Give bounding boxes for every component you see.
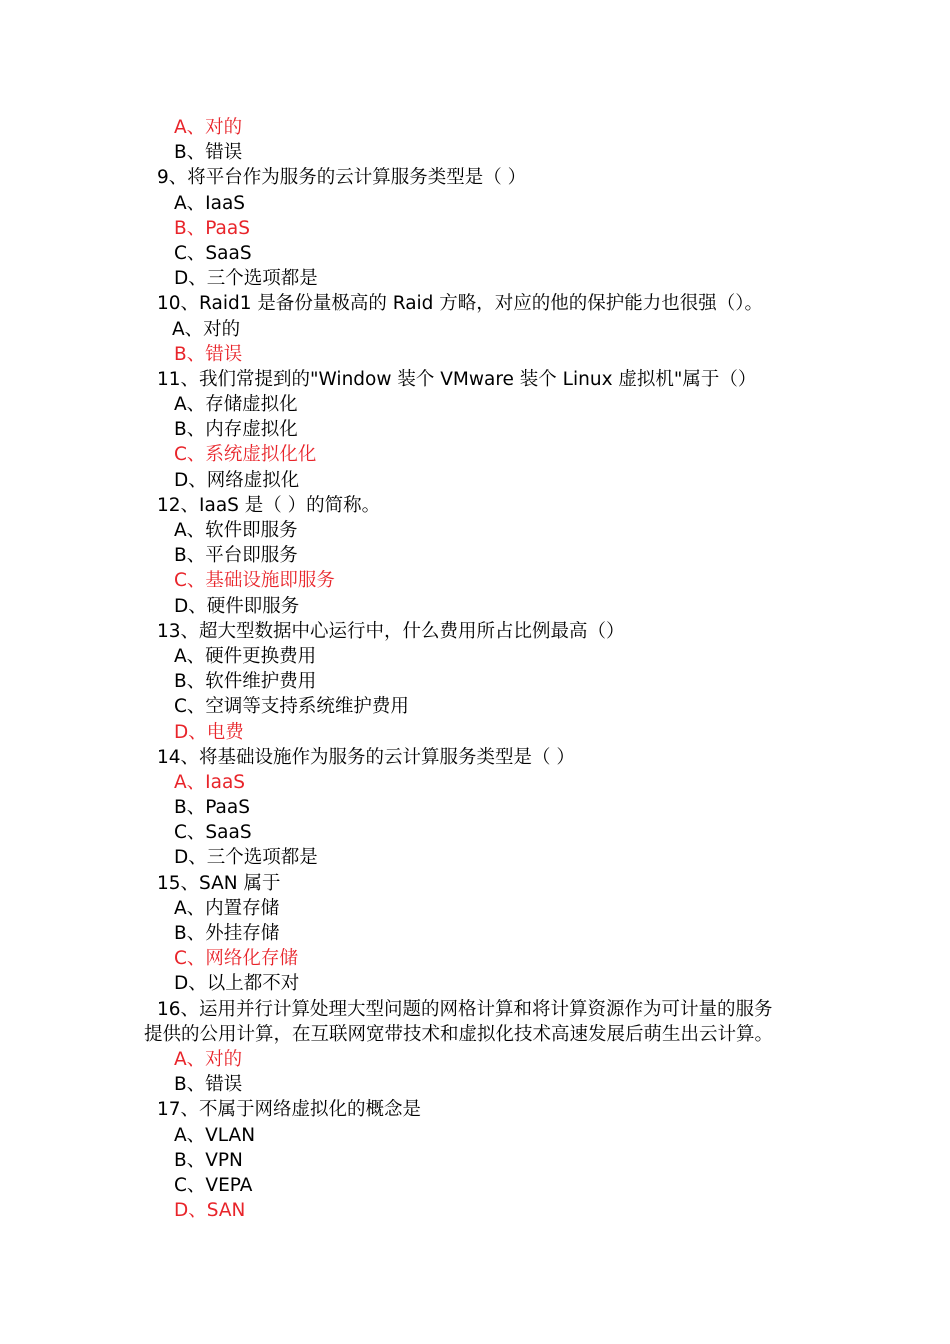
answer-option-correct: A、对的: [174, 117, 243, 138]
answer-option: D、三个选项都是: [174, 847, 318, 869]
answer-option-correct: B、PaaS: [174, 217, 250, 239]
answer-option: B、VPN: [174, 1149, 243, 1171]
question-text: 14、将基础设施作为服务的云计算服务类型是（ ）: [157, 746, 575, 768]
answer-option: D、网络虚拟化: [174, 469, 300, 491]
answer-option-correct: D、电费: [174, 721, 244, 743]
answer-option: B、错误: [174, 142, 243, 164]
question-text: 16、运用并行计算处理大型问题的网格计算和将计算资源作为可计量的服务: [157, 998, 773, 1020]
answer-option: C、VEPA: [174, 1174, 253, 1196]
question-text: 12、IaaS 是（ ）的简称。: [157, 494, 381, 516]
answer-option-correct: D、SAN: [174, 1200, 246, 1222]
answer-option: B、外挂存储: [174, 923, 280, 944]
question-text: 17、不属于网络虚拟化的概念是: [157, 1099, 422, 1121]
question-text: 13、超大型数据中心运行中，什么费用所占比例最高（）: [157, 620, 625, 642]
answer-option-correct: C、基础设施即服务: [174, 570, 335, 592]
answer-option: C、空调等支持系统维护费用: [174, 696, 409, 718]
answer-option-correct: A、IaaS: [174, 771, 246, 793]
answer-option: D、硬件即服务: [174, 595, 300, 617]
answer-option: A、VLAN: [174, 1124, 256, 1146]
answer-option: B、平台即服务: [174, 545, 298, 567]
answer-option-correct: C、网络化存储: [174, 948, 298, 970]
question-text: 11、我们常提到的"Window 装个 VMware 装个 Linux 虚拟机"属于（）: [157, 368, 757, 390]
answer-option: C、SaaS: [174, 822, 252, 844]
question-text-continued: 提供的公用计算，在互联网宽带技术和虚拟化技术高速发展后萌生出云计算。: [144, 1023, 774, 1045]
answer-option: B、内存虚拟化: [174, 419, 298, 441]
answer-option-correct: B、错误: [174, 343, 243, 365]
answer-option: B、软件维护费用: [174, 671, 317, 693]
document-page: [0, 115, 950, 1223]
answer-option-correct: C、系统虚拟化化: [174, 444, 317, 466]
answer-option: A、内置存储: [174, 897, 280, 919]
answer-option: A、对的: [172, 318, 241, 340]
answer-option: D、以上都不对: [174, 973, 300, 995]
answer-option: A、硬件更换费用: [174, 645, 317, 667]
answer-option: B、错误: [174, 1074, 243, 1096]
answer-option-correct: A、对的: [174, 1048, 243, 1070]
answer-option: A、存储虚拟化: [174, 394, 298, 416]
answer-option: C、SaaS: [174, 242, 252, 264]
question-text: 9、将平台作为服务的云计算服务类型是（ ）: [157, 167, 527, 189]
question-text: 15、SAN 属于: [157, 872, 281, 894]
answer-option: B、PaaS: [174, 797, 250, 819]
answer-option: D、三个选项都是: [174, 268, 318, 290]
question-text: 10、Raid1 是备份量极高的 Raid 方略，对应的他的保护能力也很强（）。: [157, 293, 764, 315]
answer-option: A、IaaS: [174, 192, 246, 214]
answer-option: A、软件即服务: [174, 520, 298, 541]
